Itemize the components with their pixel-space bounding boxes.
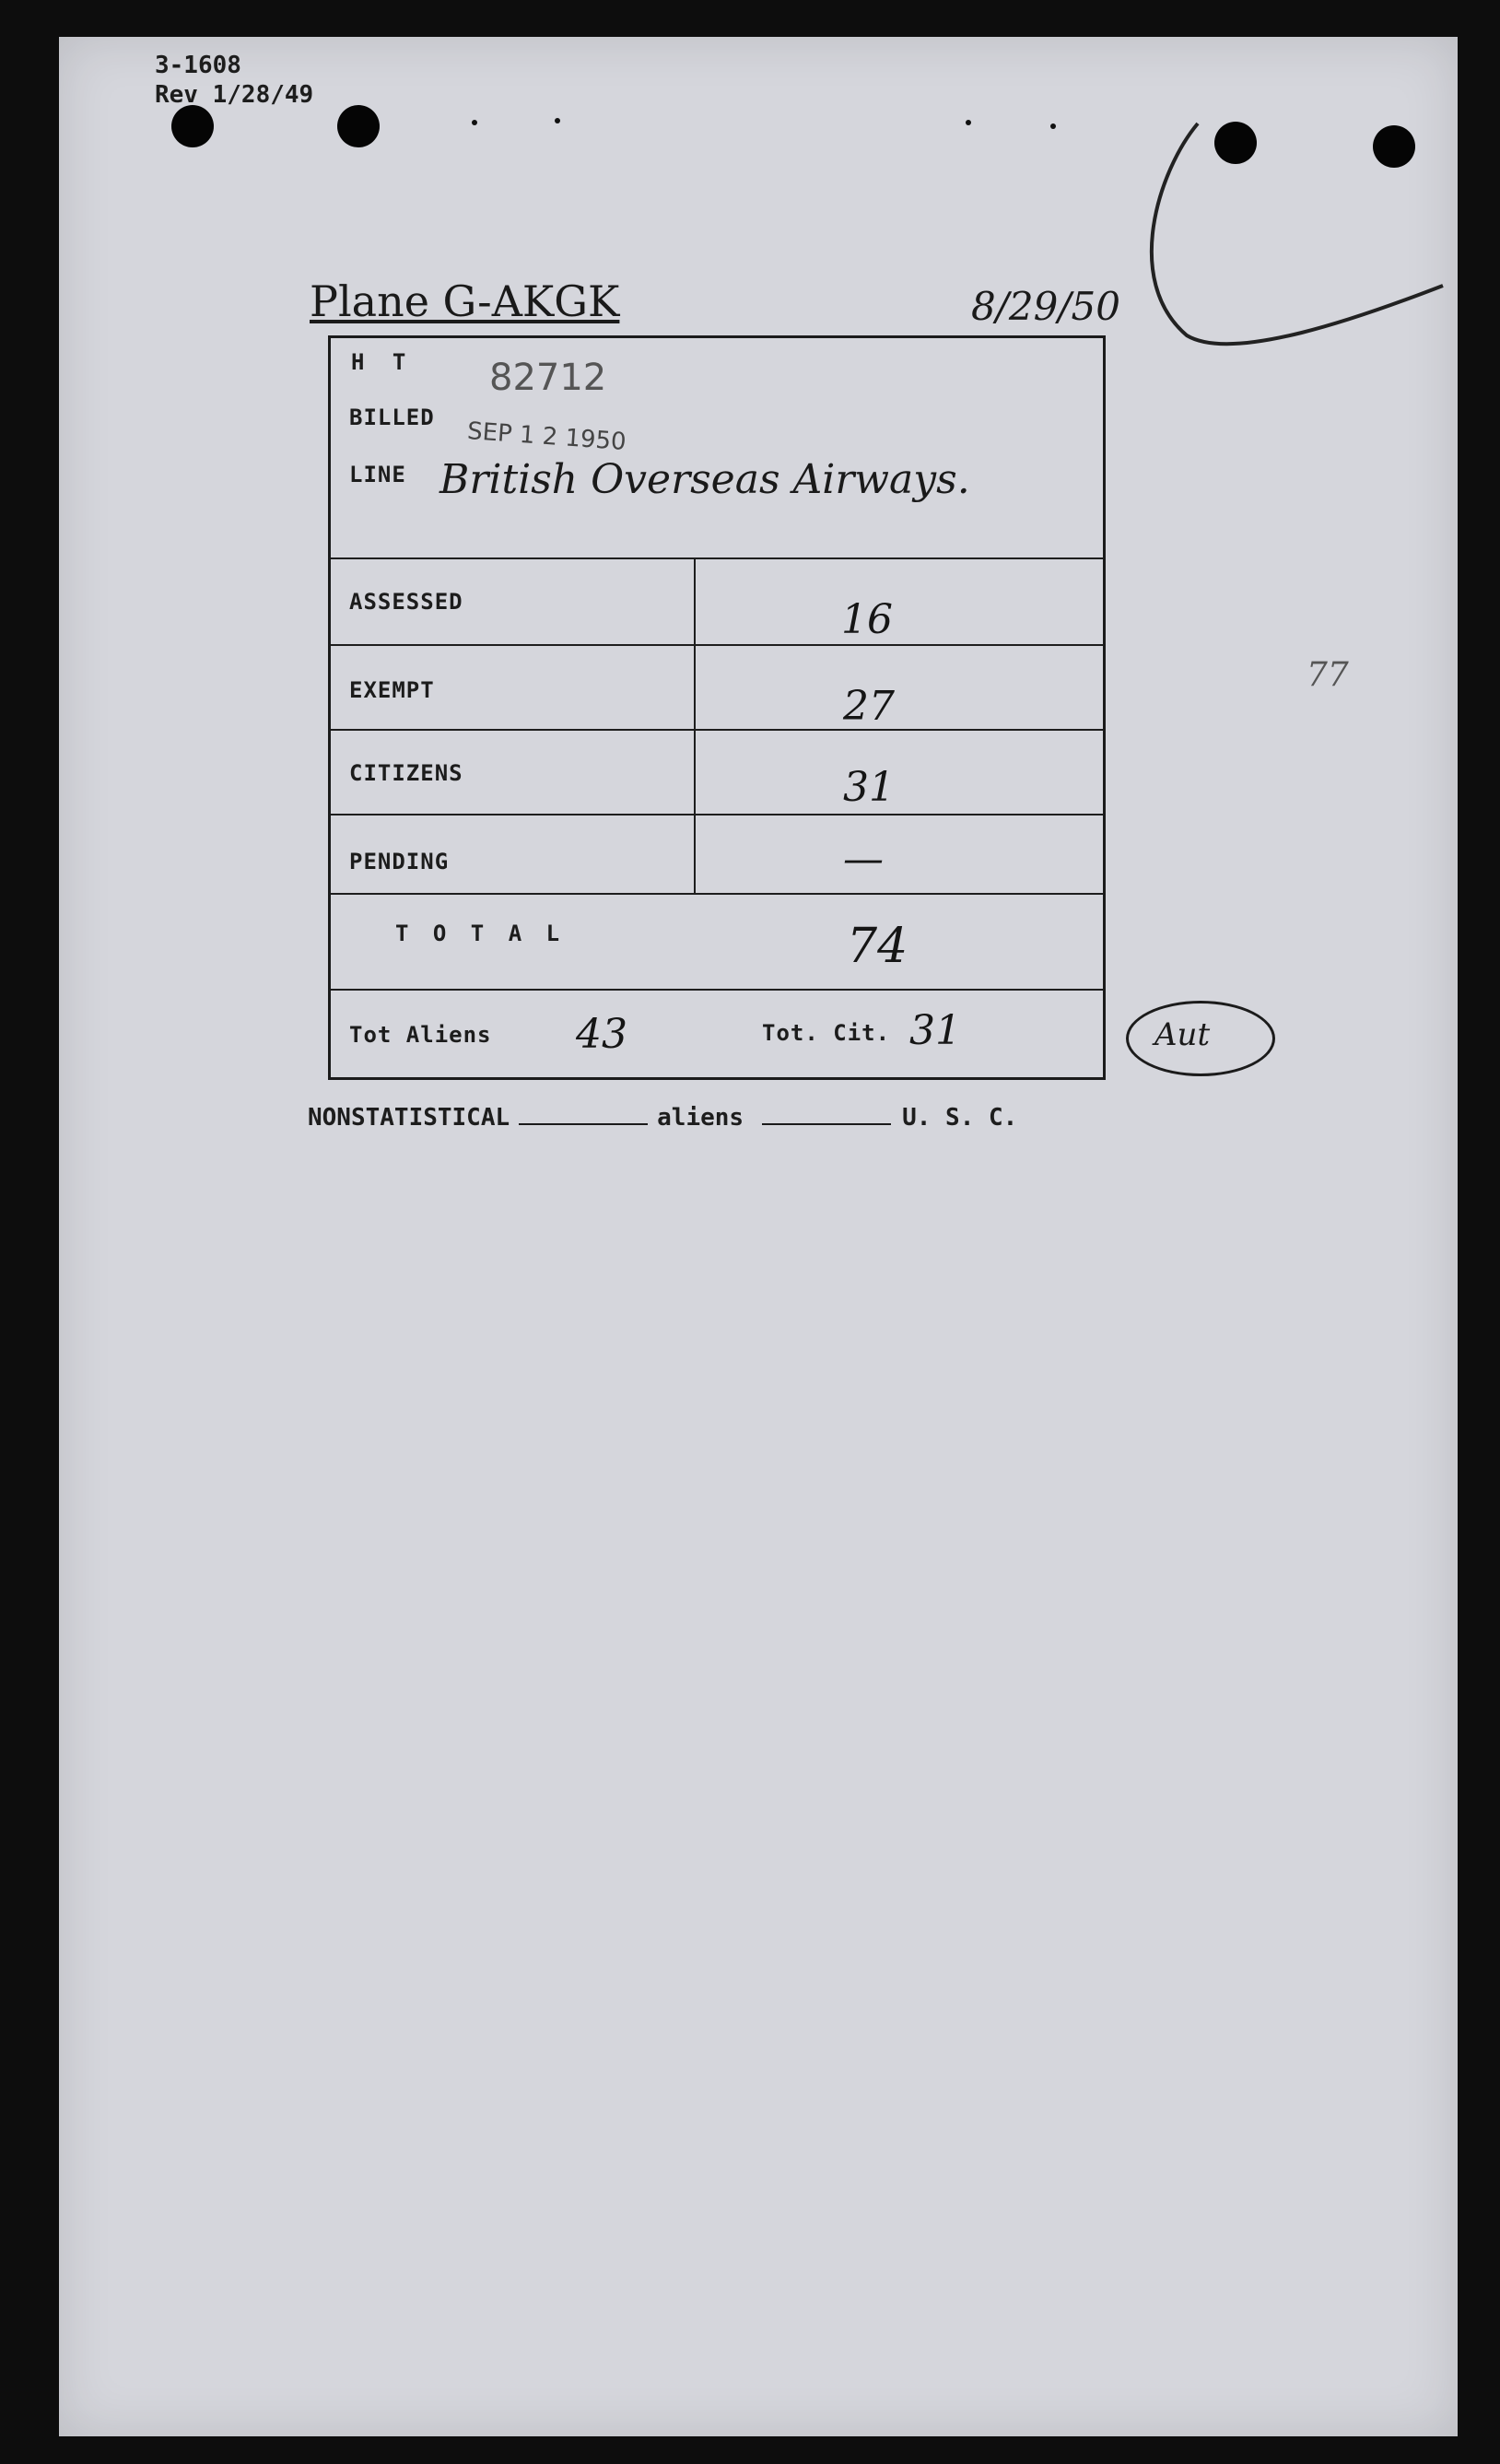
count-label: ASSESSED (349, 589, 463, 615)
tot-cit-value: 31 (909, 1007, 961, 1054)
pin-dot (472, 120, 477, 125)
manifest-form (328, 335, 1106, 1080)
entry-date: 8/29/50 (971, 284, 1120, 329)
count-value: 27 (843, 683, 895, 730)
line-label: LINE (349, 462, 406, 487)
pin-dot (555, 118, 560, 123)
column-divider (694, 557, 696, 893)
tot-cit-label: Tot. Cit. (762, 1020, 891, 1046)
total-value: 74 (847, 919, 908, 974)
billed-stamp: SEP 1 2 1950 (466, 417, 627, 456)
blank-line (519, 1123, 648, 1125)
tot-aliens-value: 43 (576, 1011, 627, 1058)
initials-oval (1126, 1001, 1275, 1076)
billed-label: BILLED (349, 405, 435, 430)
count-label: PENDING (349, 849, 450, 874)
punch-hole-left-2 (337, 105, 380, 147)
usc-label: U. S. C. (902, 1104, 1018, 1132)
pen-stroke (1131, 114, 1445, 354)
ht-label: H T (351, 349, 414, 375)
ht-number: 82712 (489, 357, 607, 399)
count-label: CITIZENS (349, 760, 463, 786)
count-value: — (843, 836, 884, 883)
margin-number: 77 (1307, 656, 1349, 694)
rule (331, 814, 1103, 815)
rule (331, 989, 1103, 991)
rule (331, 557, 1103, 559)
count-value: 16 (841, 596, 893, 643)
blank-line (762, 1123, 891, 1125)
total-label: T O T A L (395, 921, 566, 946)
nonstatistical-line (308, 1104, 1017, 1132)
rule (331, 893, 1103, 895)
aliens-label: aliens (657, 1104, 744, 1132)
nonstatistical-label: NONSTATISTICAL (308, 1104, 510, 1132)
tot-aliens-label: Tot Aliens (349, 1022, 492, 1048)
line-value: British Overseas Airways. (439, 456, 970, 503)
count-label: EXEMPT (349, 677, 435, 703)
plane-id (310, 276, 619, 326)
rule (331, 644, 1103, 646)
form-number: 3-1608 (155, 52, 241, 79)
punch-hole-left (171, 105, 214, 147)
form-revision: Rev 1/28/49 (155, 81, 314, 109)
plane-id-text: Plane G-AKGK (310, 276, 620, 326)
initials: Aut (1154, 1016, 1211, 1053)
pin-dot (1050, 123, 1056, 129)
rule (331, 729, 1103, 731)
pin-dot (966, 120, 971, 125)
count-value: 31 (843, 764, 895, 811)
